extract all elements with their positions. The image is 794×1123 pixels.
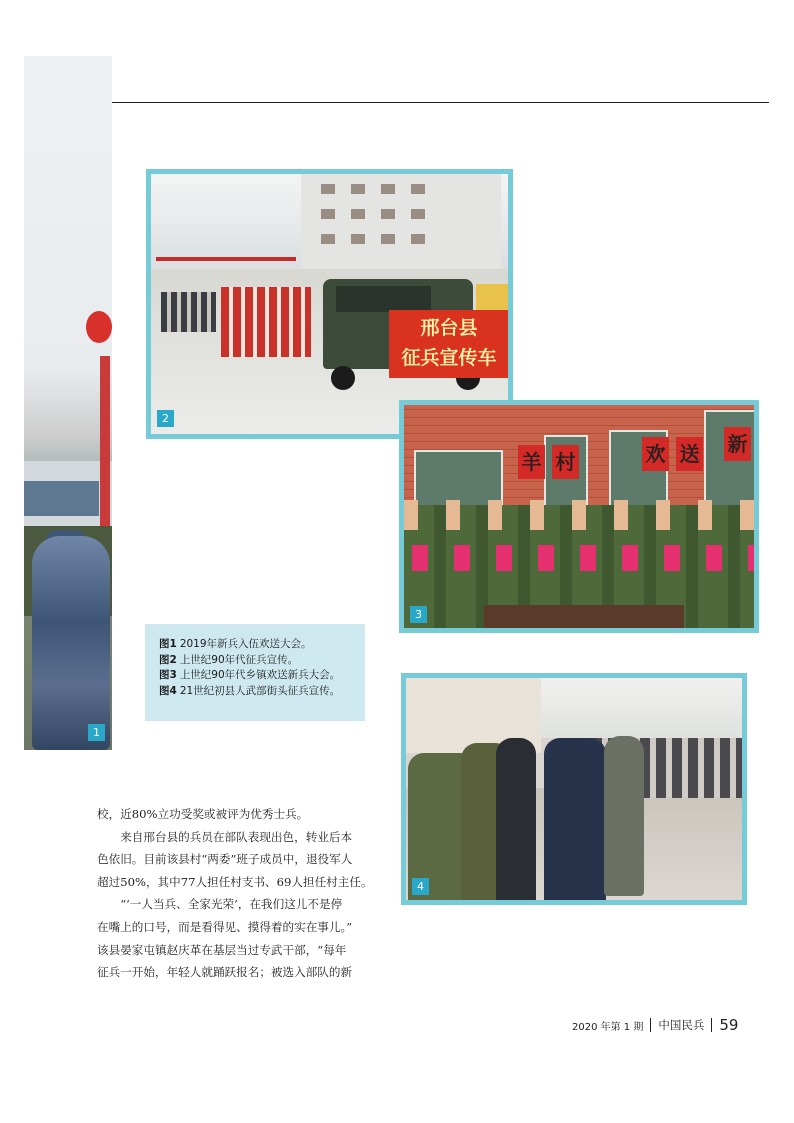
photo-2-jeep-windshield [336,286,431,312]
caption-line [159,684,365,700]
page-number: 59 [719,1016,739,1034]
photo-3 [399,400,759,633]
caption-text: 上世纪90年代乡镇欢送新兵大会。 [179,669,341,681]
photo-1-lantern [86,311,112,343]
photo-3-table [484,605,684,633]
text-line: 该县晏家屯镇赵庆革在基层当过专武干部，“每年 [97,942,347,957]
caption-label: 图2 [159,653,177,666]
text-line: 校，近80%立功受奖或被评为优秀士兵。 [97,807,309,821]
caption-text: 2019年新兵入伍欢送大会。 [179,638,312,650]
caption-line [159,668,365,684]
photo-3-wall-char: 新 [724,427,751,461]
photo-2-sign-line-1: 邢台县 [420,317,478,339]
photo-1-glass-facade [24,481,99,516]
caption-label: 图1 [159,638,177,650]
text-line: 在嘴上的口号，而是看得见、摸得着的实在事儿。” [97,919,353,934]
photo-2-red-banner [156,257,296,261]
photo-2-sign-line-2: 征兵宣传车 [401,347,497,369]
caption-text: 上世纪90年代征兵宣传。 [179,653,299,666]
text-line: 征兵一开始，年轻人就踊跃报名；被选入部队的新 [97,965,353,980]
photo-3-faces [404,500,754,530]
caption-label: 图4 [159,684,177,697]
photo-3-wall-char: 羊 [518,445,545,479]
magazine-name: 中国民兵 [658,1018,705,1032]
photo-3-wall-char: 村 [552,445,579,479]
text-line: 来自邢台县的兵员在部队表现出色，转业后本 [120,829,353,844]
text-line: “‘一人当兵、全家光荣’，在我们这儿不是停 [120,897,343,912]
paragraph [97,803,367,826]
photo-3-wall-char: 送 [676,437,703,471]
photo-3-wall-char: 欢 [642,437,669,471]
photo-2-wheel [331,366,355,390]
photo-2-onlookers [161,292,216,332]
photo-caption-box [145,624,365,721]
photo-4-recruit [544,738,606,903]
footer-divider [650,1018,651,1032]
text-line: 色依旧。目前该县村“两委”班子成员中，退役军人 [97,852,353,867]
article-body [97,803,373,984]
caption-line [159,637,365,653]
photo-1-soldier [32,536,110,750]
text-line: 超过50%，其中77人担任村支书、69人担任村主任。 [97,874,373,889]
photo-3-number: 3 [410,606,427,623]
photo-2-recruitment-sign [389,310,509,378]
photo-2 [146,169,513,439]
caption-line [159,653,365,669]
footer-divider [711,1018,712,1032]
paragraph [97,893,367,983]
caption-text: 21世纪初县人武部街头征兵宣传。 [179,684,341,697]
caption-label: 图3 [159,669,177,681]
paragraph [97,826,373,894]
photo-4-person [604,736,644,896]
photo-1-number: 1 [88,724,105,741]
photo-1 [24,56,112,750]
top-rule [112,102,769,103]
photo-2-building [301,174,501,269]
page-footer [572,1014,738,1036]
photo-3-red-flowers [404,545,754,571]
photo-4 [401,673,747,905]
photo-4-number: 4 [412,878,429,895]
issue-label: 2020 年第 1 期 [572,1021,644,1033]
photo-4-person [496,738,536,903]
photo-2-parade-group [221,287,311,357]
photo-2-number: 2 [157,410,174,427]
